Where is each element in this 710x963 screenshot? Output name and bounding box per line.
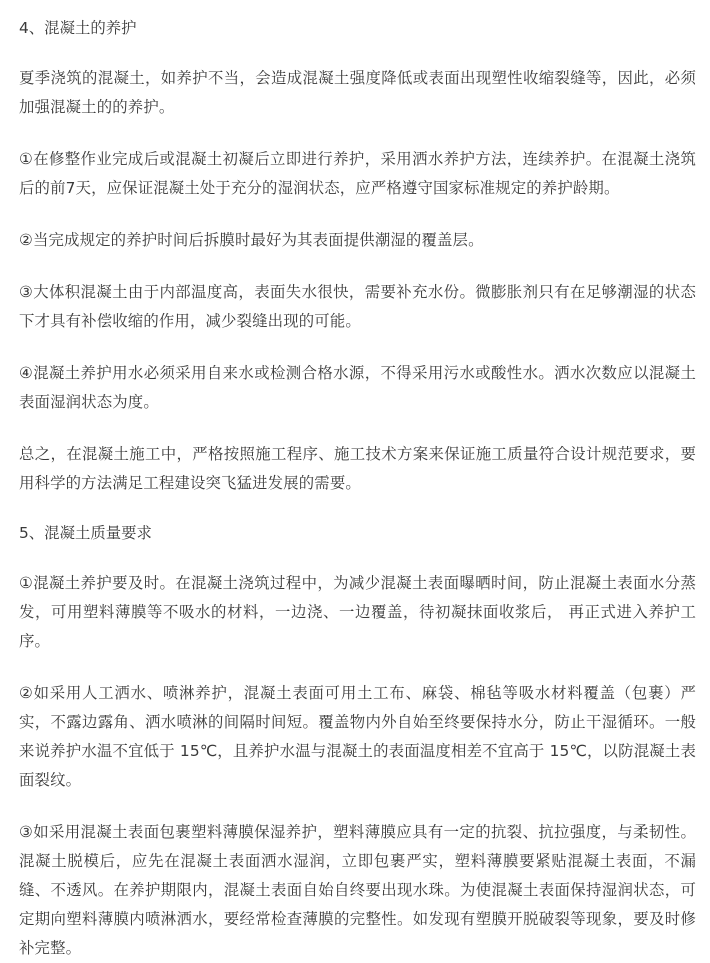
spacer <box>19 548 696 569</box>
spacer <box>19 203 696 226</box>
paragraph-curing-2: ②当完成规定的养护时间后拆膜时最好为其表面提供潮湿的覆盖层。 <box>19 231 484 249</box>
spacer <box>19 255 696 278</box>
spacer <box>19 43 696 64</box>
section-heading-quality: 5、混凝土质量要求 <box>19 524 152 542</box>
spacer <box>19 336 696 359</box>
paragraph-summary: 总之，在混凝土施工中，严格按照施工程序、施工技术方案来保证施工质量符合设计规范要求，要用科学的方法满足工程建设突飞猛进发展的需要。 <box>19 445 696 492</box>
paragraph-quality-1: ①混凝土养护要及时。在混凝土浇筑过程中，为减少混凝土表面曝晒时间，防止混凝土表面水分蒸发，可用塑料薄膜等不吸水的材料，一边浇、一边覆盖，待初凝抹面收浆后， 再正式进入养护工序。 <box>19 574 696 650</box>
paragraph-curing-3: ③大体积混凝土由于内部温度高，表面失水很快，需要补充水份。微膨胀剂只有在足够潮湿的状态下才具有补偿收缩的作用，减少裂缝出现的可能。 <box>19 283 696 330</box>
paragraph-quality-3: ③如采用混凝土表面包裹塑料薄膜保湿养护，塑料薄膜应具有一定的抗裂、抗拉强度，与柔韧性。混凝土脱模后，应先在混凝土表面洒水湿润，立即包裹严实，塑料薄膜要紧贴混凝土表面，不漏缝、不透风。在养护期限内，混凝土表面自始自终要出现水珠。为使混凝土表面保持湿润状态，可定期向塑料薄膜内喷淋洒水，要经常检查薄膜的完整性。如发现有塑膜开脱破裂等现象，要及时修补完整。 <box>19 823 696 957</box>
spacer <box>19 417 696 440</box>
paragraph-curing-1: ①在修整作业完成后或混凝土初凝后立即进行养护，采用洒水养护方法，连续养护。在混凝土浇筑后的前7天，应保证混凝土处于充分的湿润状态，应严格遵守国家标准规定的养护龄期。 <box>19 150 696 197</box>
spacer <box>19 498 696 519</box>
spacer <box>19 122 696 145</box>
paragraph-curing-4: ④混凝土养护用水必须采用自来水或检测合格水源，不得采用污水或酸性水。洒水次数应以混凝土表面湿润状态为度。 <box>19 364 696 411</box>
paragraph-quality-2: ②如采用人工洒水、喷淋养护，混凝土表面可用土工布、麻袋、棉毡等吸水材料覆盖（包裹）严实，不露边露角、洒水喷淋的间隔时间短。覆盖物内外自始至终要保持水分，防止干湿循环。一般来说养护水温不宜低于 15℃，且养护水温与混凝土的表面温度相差不宜高于 15℃，以防混凝土表面裂纹。 <box>19 684 696 789</box>
spacer <box>19 795 696 818</box>
paragraph-intro: 夏季浇筑的混凝土，如养护不当，会造成混凝土强度降低或表面出现塑性收缩裂缝等，因此，必须加强混凝土的的养护。 <box>19 69 696 116</box>
spacer <box>19 656 696 679</box>
section-heading-curing: 4、混凝土的养护 <box>19 19 137 37</box>
